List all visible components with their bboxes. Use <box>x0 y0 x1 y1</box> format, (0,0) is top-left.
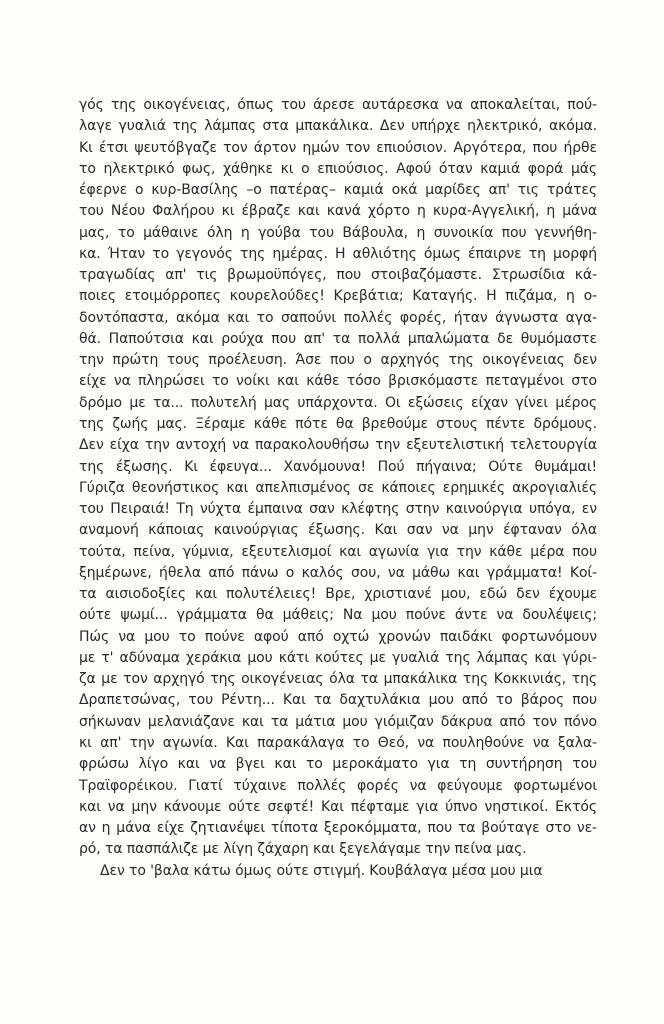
text-line: ξημέρωνε, ήθελα από πάνω ο καλός σου, να μάθω και γράμματα! Κοί- <box>79 564 597 581</box>
text-line: Τραϊφορέικου. Γιατί τύχαινε πολλές φορές να φεύγουμε φορτωμένοι <box>79 777 597 794</box>
text-line: θά. Παπούτσια και ρούχα που απ' τα πολλά μπαλώματα δε θυμόμαστε <box>79 330 597 347</box>
text-line: την πρώτη τους προέλευση. Άσε που ο αρχηγός της οικογένειας δεν <box>79 352 597 369</box>
text-line: αν η μάνα είχε ζητιανέψει τίποτα ξεροκόμματα, που τα βούταγε στο νε- <box>79 820 597 837</box>
text-line: λαγε γυαλιά της λάμπας στα μπακάλικα. Δεν υπήρχε ηλεκτρικό, ακόμα. <box>79 118 597 135</box>
text-line: του Πειραιά! Τη νύχτα έμπαινα σαν κλέφτης στην καινούργια υπόγα, εν <box>79 501 597 518</box>
body-text <box>79 95 597 882</box>
text-line: και να μην κάνουμε ούτε σεφτέ! Και πέφταμε για ύπνο νηστικοί. Εκτός <box>79 798 597 815</box>
text-line: Γύριζα θεονήστικος και απελπισμένος σε κάποιες ερημικές ακρογιαλιές <box>79 479 597 496</box>
text-line: του Νέου Φαλήρου κι έβραζε και κανά χόρτο η κυρα-Αγγελική, η μάνα <box>79 203 597 220</box>
text-line: Δραπετσώνας, του Ρέντη... Και τα δαχτυλάκια μου από το βάρος που <box>79 692 597 709</box>
text-line: το ηλεκτρικό φως, χάθηκε κι ο επιούσιος. Αφού όταν καμιά φορά μάς <box>79 160 597 177</box>
text-line: της ζωής μας. Ξέραμε κάθε πότε θα βρεθούμε στους πέντε δρόμους. <box>79 415 597 432</box>
text-line: με τ' αδύναμα χεράκια μου κάτι κούτες με γυαλιά της λάμπας και γύρι- <box>79 649 597 666</box>
text-line: σήκωναν μελανιάζανε και τα μάτια μου γιόμιζαν δάκρυα από τον πόνο <box>79 713 597 730</box>
paragraph-end-line: ρό, τα πασπάλιζε με λίγη ζάχαρη και ξεγελάγαμε την πείνα μας. <box>79 841 527 858</box>
text-line: ποιες ετοιμόρροπες κουρελούδες! Κρεβάτια; Καταγής. Η πιζάμα, η ο- <box>79 288 597 305</box>
text-line: Δεν είχα την αντοχή να παρακολουθήσω την εξευτελιστική τελετουργία <box>79 437 597 454</box>
text-line: Πώς να μου το πούνε αφού από οχτώ χρονών παιδάκι φορτωνόμουν <box>79 628 597 645</box>
text-line: κι απ' την αγωνία. Και παρακάλαγα το Θεό, να πουληθούνε να ξαλα- <box>79 734 597 751</box>
text-line: μας, το μάθαινε όλη η γούβα του Βάβουλα, η συνοικία που γεννήθη- <box>79 224 597 241</box>
text-line: ούτε ψωμί... γράμματα θα μάθεις; Να μου πούνε άντε να δουλέψεις; <box>79 607 597 624</box>
text-line: δοντόπαστα, ακόμα και το σαπούνι πολλές φορές, ήταν άγνωστα αγα- <box>79 309 597 326</box>
text-line: είχε να πληρώσει το νοίκι και κάθε τόσο βρισκόμαστε πεταγμένοι στο <box>79 373 597 390</box>
text-line: αναμονή κάποιας καινούργιας έξωσης. Και σαν να μην έφταναν όλα <box>79 522 597 539</box>
text-line: τα αισιοδοξίες και πολυτέλειες! Βρε, χριστιανέ μου, εδώ δεν έχουμε <box>79 586 597 603</box>
text-line: ζα με τον αρχηγό της οικογένειας όλα τα μπακάλικα της Κοκκινιάς, της <box>79 671 597 688</box>
text-line: κα. Ήταν το γεγονός της ημέρας. Η αθλιότης όμως έπαιρνε τη μορφή <box>79 245 597 262</box>
text-line: Κι έτσι ψευτόβγαζε τον άρτον ημών τον επιούσιον. Αργότερα, που ήρθε <box>79 139 597 156</box>
paragraph-start-line: Δεν το 'βαλα κάτω όμως ούτε στιγμή. Κουβάλαγα μέσα μου μια <box>100 862 543 879</box>
text-line: τραγωδίας απ' τις βρωμοϋπόγες, που στοιβαζόμαστε. Στρωσίδια κά- <box>79 267 597 284</box>
text-line: τούτα, πείνα, γύμνια, εξευτελισμοί και αγωνία για την κάθε μέρα που <box>79 543 597 560</box>
text-line: έφερνε ο κυρ-Βασίλης –ο πατέρας– καμιά οκά μαρίδες απ' τις τράτες <box>79 182 597 199</box>
text-line: δρόμο με τα... πολυτελή μας υπάρχοντα. Οι εξώσεις είχαν γίνει μέρος <box>79 394 597 411</box>
text-line: γός της οικογένειας, όπως του άρεσε αυτάρεσκα να αποκαλείται, πού- <box>79 97 597 113</box>
text-line: της έξωσης. Κι έφευγα... Χανόμουνα! Πού πήγαινα; Ούτε θυμάμαι! <box>79 458 597 475</box>
text-line: φρώσω λίγο και να βγει και το μεροκάματο για τη συντήρηση του <box>79 756 597 773</box>
